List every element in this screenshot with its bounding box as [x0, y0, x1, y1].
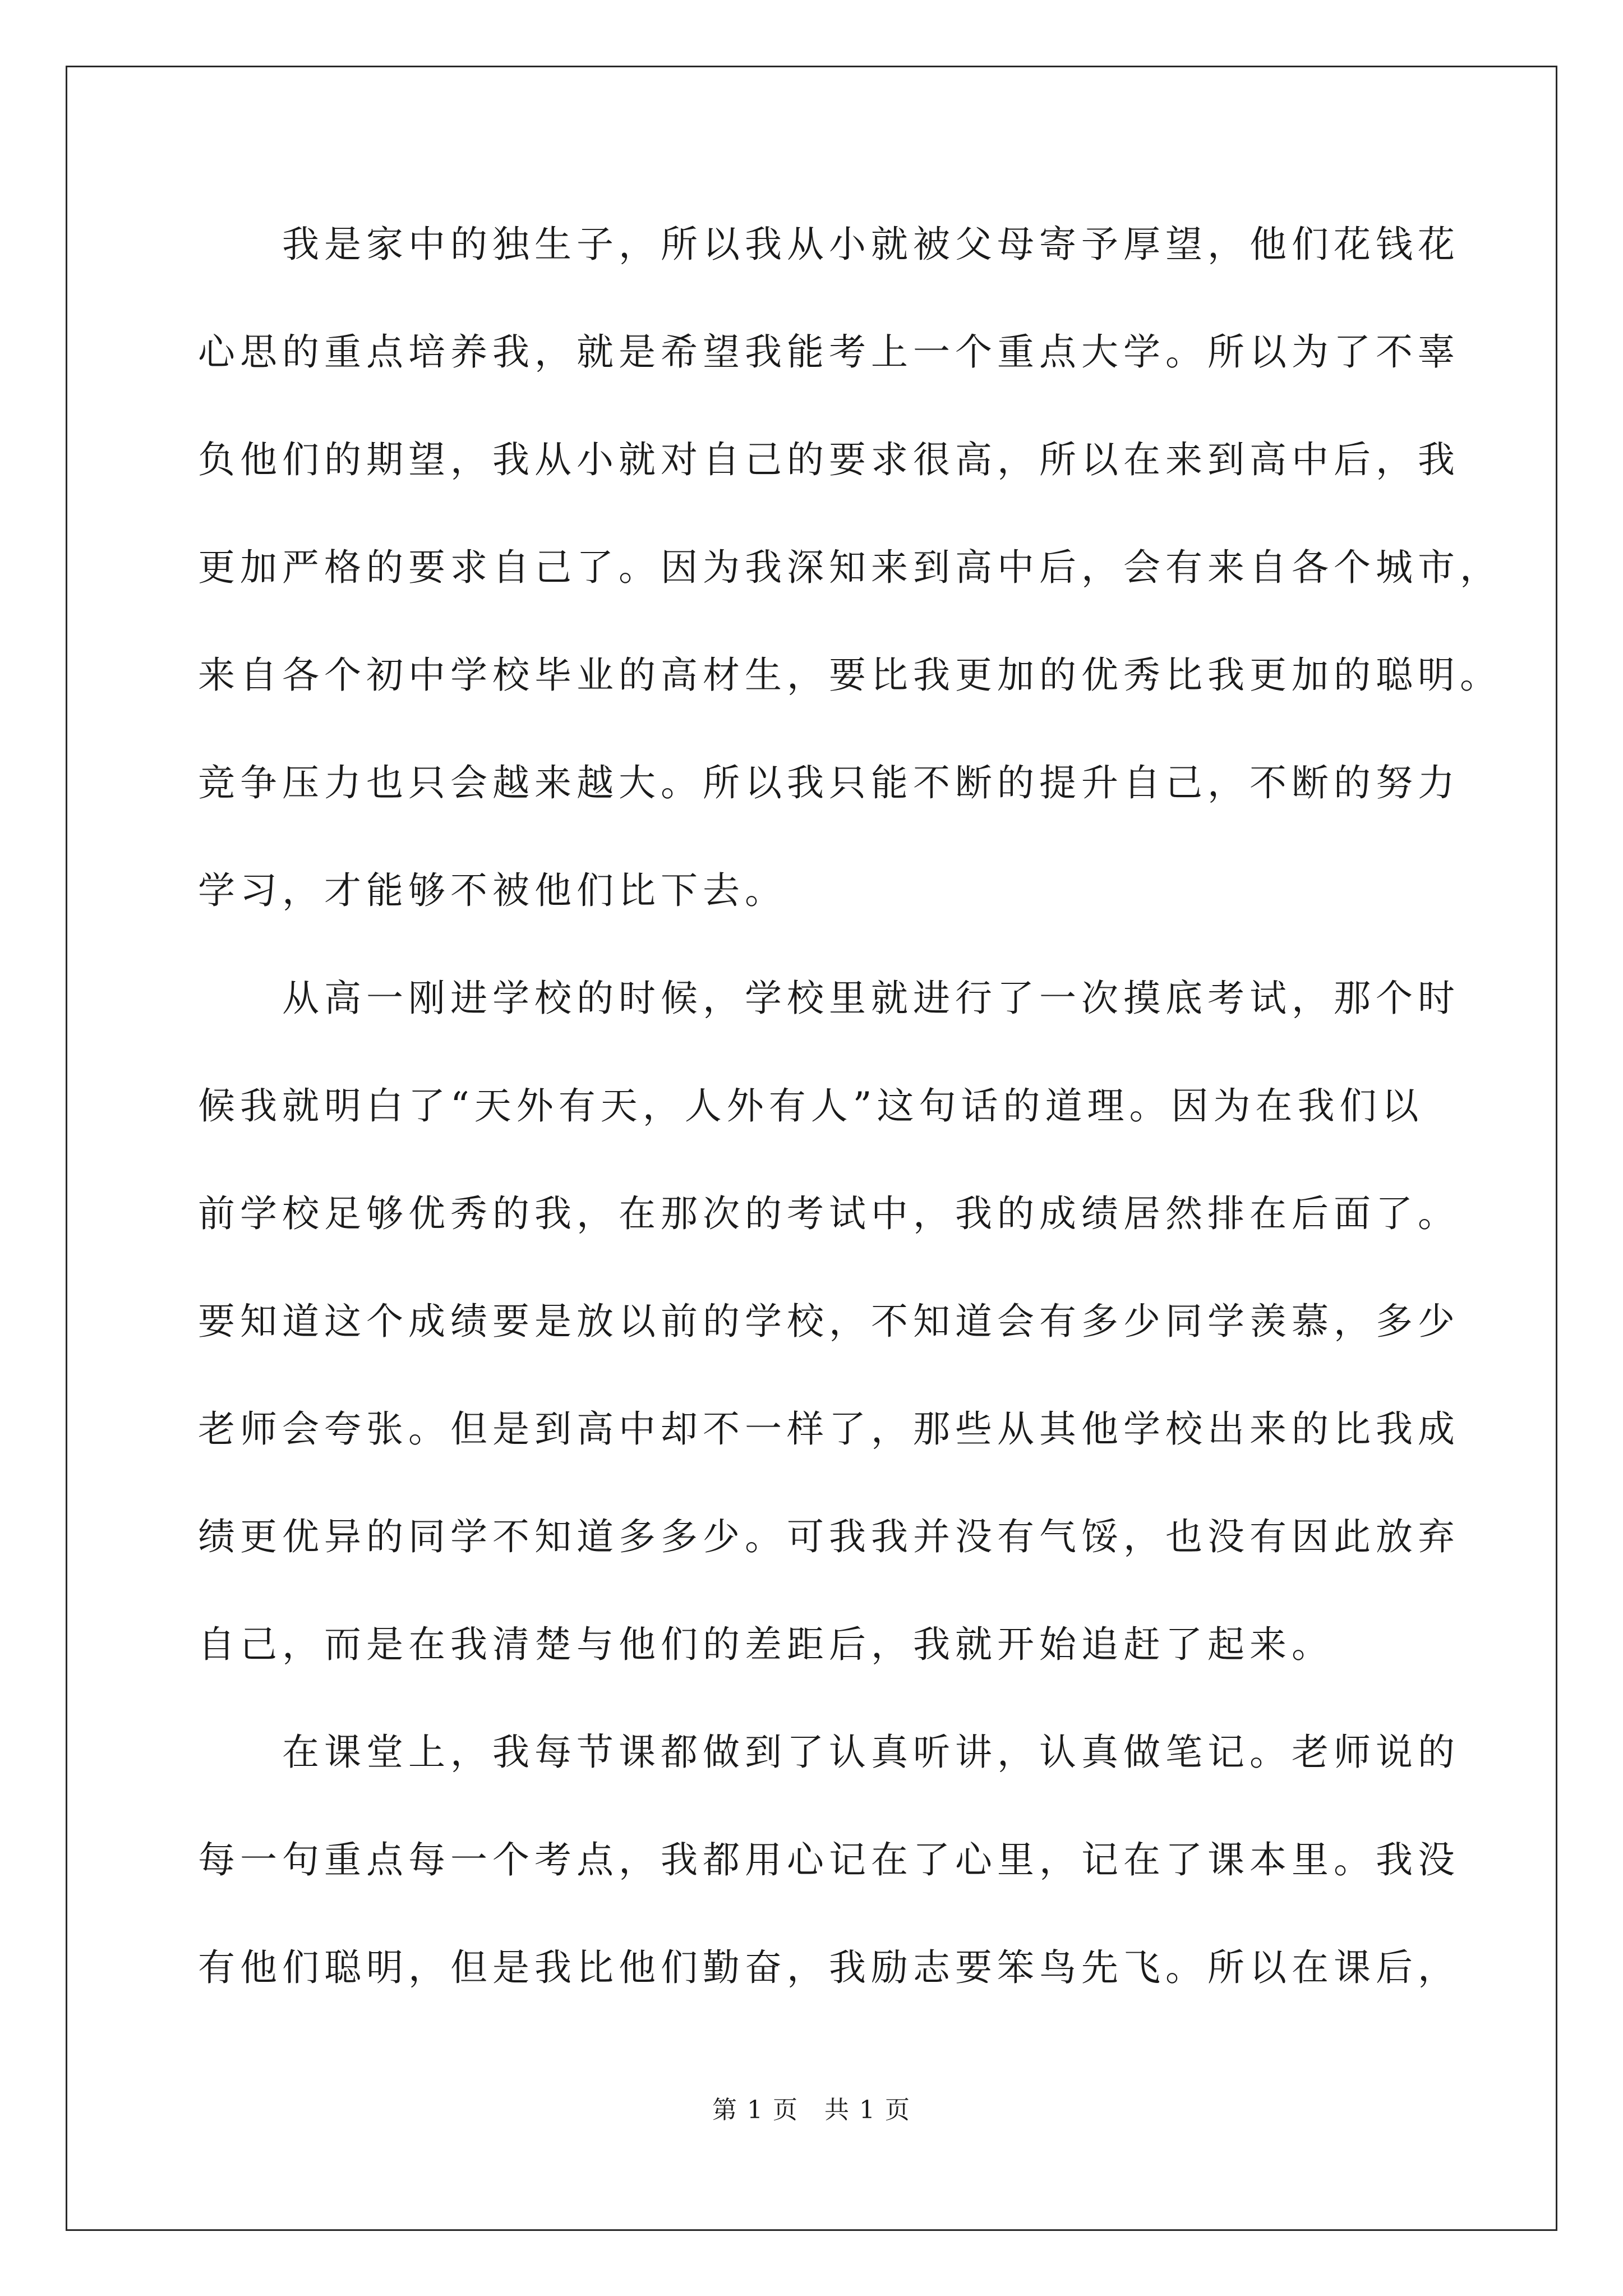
text-line: 每一句重点每一个考点，我都用心记在了心里，记在了课本里。我没: [198, 1838, 1460, 1881]
text-line: 老师会夸张。但是到高中却不一样了，那些从其他学校出来的比我成: [198, 1407, 1460, 1451]
text-line: 候我就明白了“天外有天，人外有人”这句话的道理。因为在我们以: [198, 1084, 1424, 1128]
text-line: 更加严格的要求自己了。因为我深知来到高中后，会有来自各个城市，: [198, 546, 1502, 589]
text-line: 绩更优异的同学不知道多多少。可我我并没有气馁，也没有因此放弃: [198, 1515, 1460, 1558]
text-line: 来自各个初中学校毕业的高材生，要比我更加的优秀比我更加的聪明。: [198, 654, 1502, 697]
text-line: 竞争压力也只会越来越大。所以我只能不断的提升自己，不断的努力: [198, 761, 1460, 804]
text-line: 负他们的期望，我从小就对自己的要求很高，所以在来到高中后，我: [198, 438, 1460, 481]
text-line: 在课堂上，我每节课都做到了认真听讲，认真做笔记。老师说的: [282, 1731, 1460, 1774]
text-line: 从高一刚进学校的时候，学校里就进行了一次摸底考试，那个时: [282, 977, 1460, 1020]
text-line: 自己，而是在我清楚与他们的差距后，我就开始追赶了起来。: [198, 1623, 1334, 1666]
text-line: 前学校足够优秀的我，在那次的考试中，我的成绩居然排在后面了。: [198, 1192, 1460, 1235]
page-footer: 第 1 页 共 1 页: [712, 2096, 911, 2124]
text-line: 学习，才能够不被他们比下去。: [198, 869, 787, 912]
text-line: 心思的重点培养我，就是希望我能考上一个重点大学。所以为了不辜: [198, 330, 1460, 374]
document-body: [198, 208, 1502, 2039]
text-line: 要知道这个成绩要是放以前的学校，不知道会有多少同学羡慕，多少: [198, 1300, 1460, 1343]
text-line: 我是家中的独生子，所以我从小就被父母寄予厚望，他们花钱花: [282, 223, 1460, 266]
text-line: 有他们聪明，但是我比他们勤奋，我励志要笨鸟先飞。所以在课后，: [198, 1946, 1460, 1989]
